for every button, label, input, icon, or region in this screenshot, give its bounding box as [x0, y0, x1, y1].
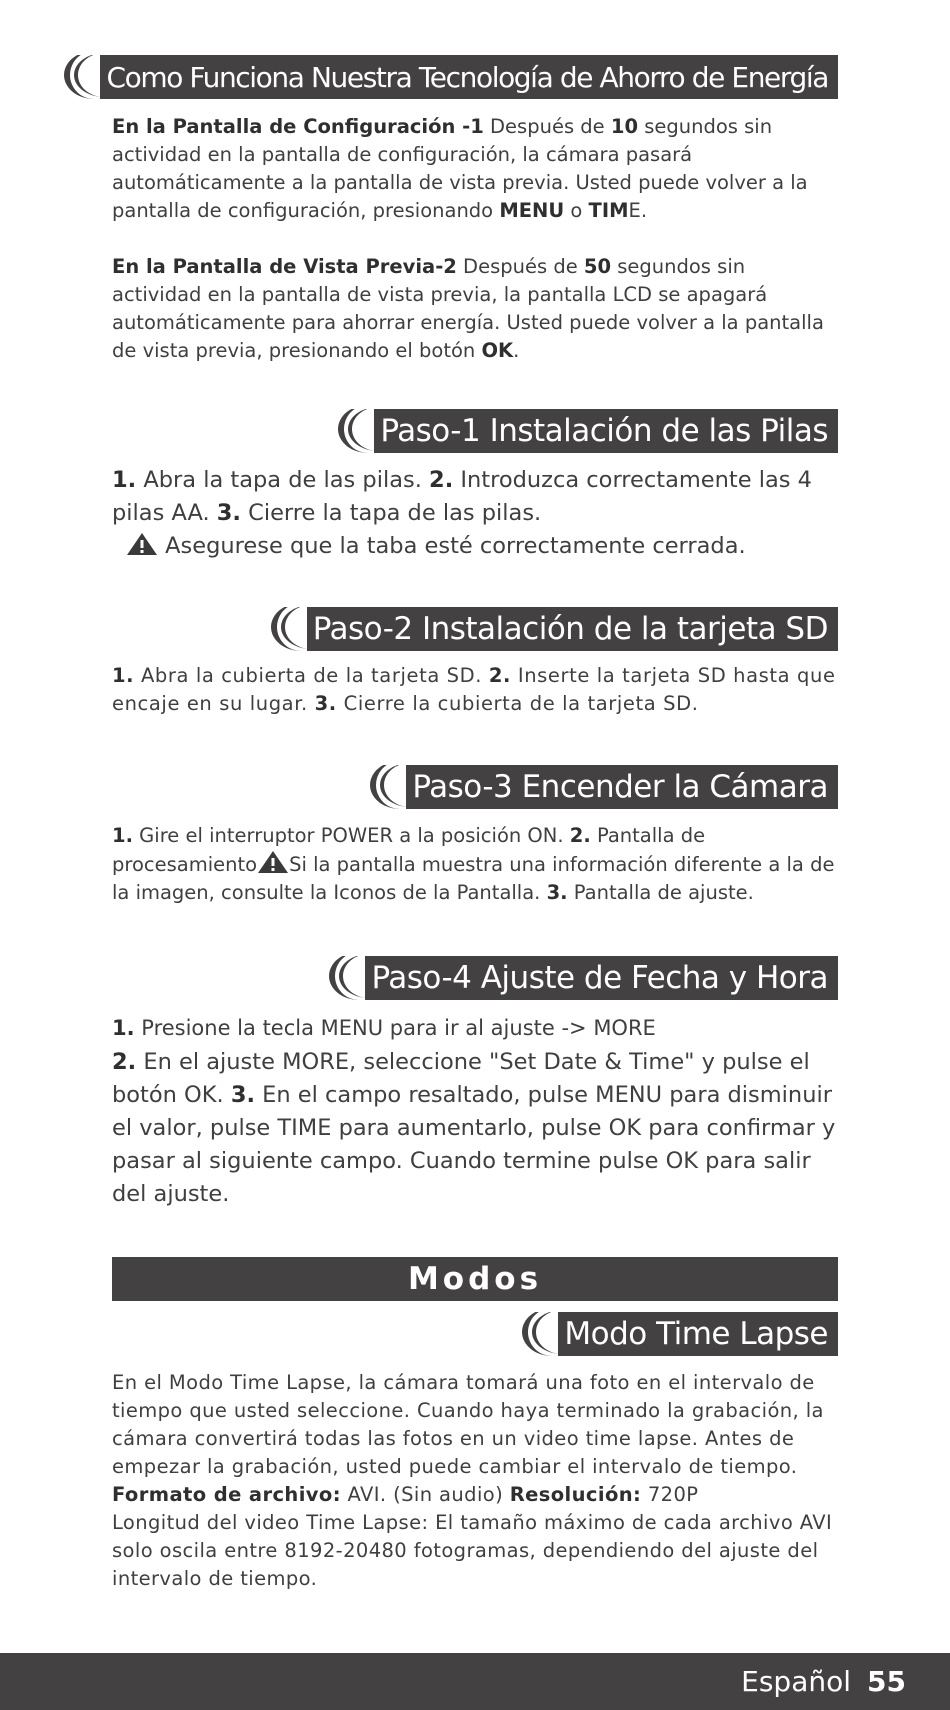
text: Cierre la tapa de las pilas.: [240, 500, 542, 526]
text: Introduzca correctamente las 4 pilas AA.: [112, 467, 812, 526]
step-number: 3.: [216, 500, 241, 526]
text: o: [564, 199, 589, 222]
step-number: 3.: [546, 881, 568, 904]
step-4-instructions: [112, 1046, 838, 1211]
text: Pantalla de ajuste.: [567, 881, 754, 904]
text: Pantalla de procesamiento: [112, 824, 706, 876]
step-number: 2.: [112, 1049, 137, 1075]
step-number: 2.: [429, 467, 454, 493]
step-number: 3.: [230, 1082, 256, 1108]
format-value: AVI. (Sin audio): [340, 1483, 510, 1506]
step-number: 1.: [112, 467, 137, 493]
header-arc-ornament: [336, 409, 374, 453]
step-1-instructions: [112, 464, 838, 563]
section-header-time-lapse: [520, 1312, 838, 1356]
resolution-label: Resolución:: [509, 1483, 642, 1506]
step-number: 1.: [112, 824, 133, 847]
section-title: Paso-4 Ajuste de Fecha y Hora: [365, 956, 838, 1000]
text: Gire el interruptor POWER a la posición ON.: [132, 824, 570, 847]
text: En el ajuste MORE, seleccione "Set Date & Time" y pulse el botón OK.: [112, 1049, 810, 1108]
section-header-energy-saving: [62, 55, 838, 99]
text: En el campo resaltado, pulse MENU para disminuir el valor, pulse TIME para aumentarlo, pulse OK para confirmar y pasar al siguiente campo. Cuando termine pulse OK para salir del ajuste.: [112, 1082, 836, 1207]
page-number: 55: [867, 1665, 906, 1698]
text: Cierre la cubierta de la tarjeta SD.: [336, 692, 699, 715]
section-header-step-3: [368, 765, 838, 809]
bold-text: TIM: [588, 199, 629, 222]
section-title: Como Funciona Nuestra Tecnología de Ahorro de Energía: [100, 55, 838, 99]
bold-text: OK: [481, 339, 514, 362]
section-title: Modo Time Lapse: [558, 1312, 838, 1356]
section-header-step-2: [269, 607, 838, 651]
bold-text: 10: [610, 115, 639, 138]
preview-screen-paragraph: [112, 253, 838, 365]
step-number: 3.: [314, 692, 337, 715]
step-number: 2.: [569, 824, 591, 847]
step-3-instructions: [112, 822, 838, 907]
section-title: Paso-3 Encender la Cámara: [406, 765, 838, 809]
section-title: Paso-2 Instalación de la tarjeta SD: [307, 607, 838, 651]
page-footer: [0, 1653, 950, 1710]
text: Inserte la tarjeta SD hasta que encaje en su lugar.: [112, 664, 836, 715]
warning-icon: [257, 850, 289, 874]
bold-text: MENU: [499, 199, 565, 222]
step-number: 1.: [112, 1016, 135, 1040]
modos-banner: Modos: [112, 1257, 838, 1301]
time-lapse-description: [112, 1369, 838, 1593]
text: .: [513, 339, 520, 362]
text: segundos sin actividad en la pantalla de vista previa, la pantalla LCD se apagará automáticamente para ahorrar energía. Usted puede volver a la pantalla de vista previa, presionando el botón: [112, 255, 824, 362]
header-arc-ornament: [327, 956, 365, 1000]
footer-language: Español: [741, 1665, 852, 1698]
text: Abra la cubierta de la tarjeta SD.: [134, 664, 489, 687]
text: Presione la tecla MENU para ir al ajuste -> MORE: [134, 1016, 656, 1040]
step-number: 2.: [488, 664, 512, 687]
text: Después de: [483, 115, 611, 138]
section-header-step-1: [336, 409, 838, 453]
section-title: Paso-1 Instalación de las Pilas: [374, 409, 838, 453]
warning-icon: [126, 532, 158, 556]
header-arc-ornament: [269, 607, 307, 651]
format-label: Formato de archivo:: [112, 1483, 341, 1506]
bold-text: 50: [583, 255, 612, 278]
section-header-step-4: [327, 956, 838, 1000]
text: Después de: [456, 255, 584, 278]
step-2-instructions: [112, 662, 838, 718]
header-arc-ornament: [368, 765, 406, 809]
text: En el Modo Time Lapse, la cámara tomará una foto en el intervalo de tiempo que usted seleccione. Cuando haya terminado la grabación, la cámara convertirá todas las fotos en un video time lapse. Antes de empezar la grabación, usted puede cambiar el intervalo de tiempo.: [112, 1371, 824, 1478]
step-4-instruction-1: [112, 1013, 838, 1044]
step-number: 1.: [112, 664, 135, 687]
bold-text: En la Pantalla de Configuración -1: [112, 115, 484, 138]
header-arc-ornament: [62, 55, 100, 99]
warning-text: Asegurese que la taba esté correctamente cerrada.: [165, 533, 746, 559]
header-arc-ornament: [520, 1312, 558, 1356]
bold-text: En la Pantalla de Vista Previa-2: [112, 255, 457, 278]
text: segundos sin actividad en la pantalla de configuración, la cámara pasará automáticamente a la pantalla de vista previa. Usted puede volver a la pantalla de configuración, presionando: [112, 115, 808, 222]
text: Longitud del video Time Lapse: El tamaño máximo de cada archivo AVI solo oscila entre 8192-20480 fotogramas, dependiendo del ajuste del intervalo de tiempo.: [112, 1511, 833, 1590]
resolution-value: 720P: [641, 1483, 699, 1506]
text: Si la pantalla muestra una información diferente a la de la imagen, consulte la Iconos de la Pantalla.: [112, 853, 835, 904]
text: Abra la tapa de las pilas.: [136, 467, 430, 493]
config-screen-paragraph: [112, 113, 838, 225]
text: E.: [628, 199, 648, 222]
